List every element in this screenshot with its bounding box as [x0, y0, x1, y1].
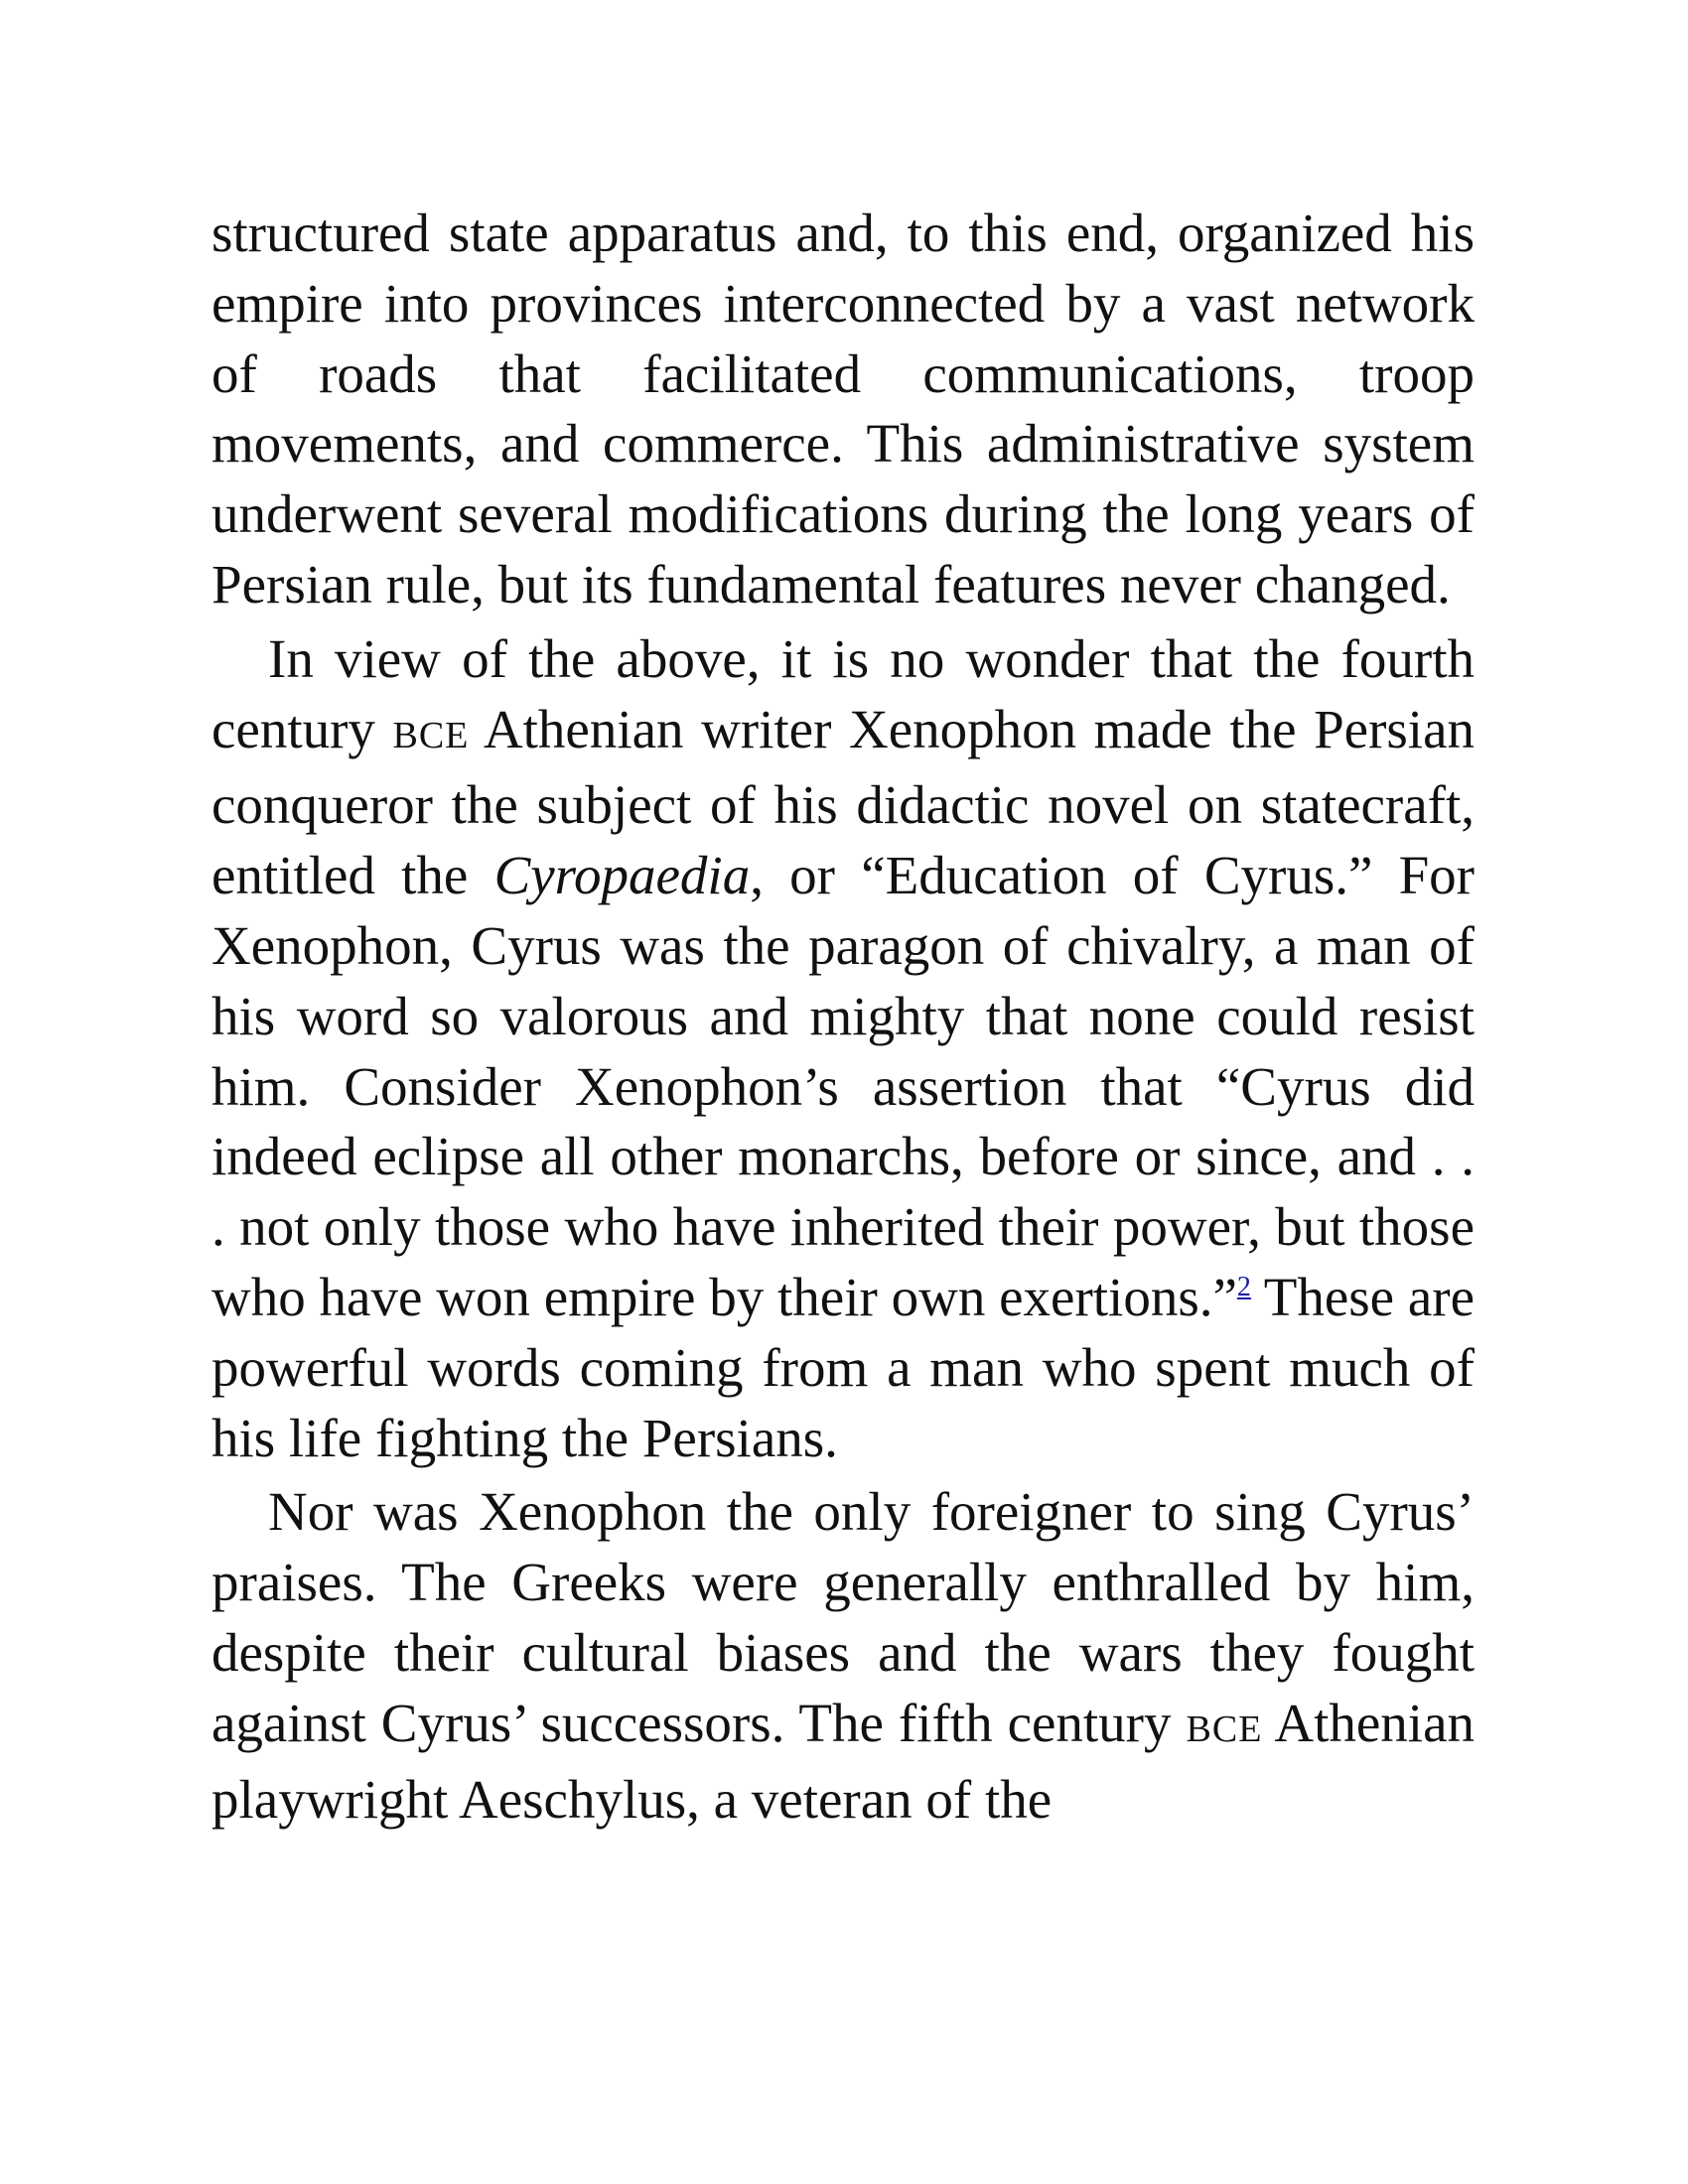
page-body	[211, 199, 1475, 1835]
book-title: Cyropaedia	[493, 845, 751, 906]
paragraph-continued	[211, 199, 1475, 620]
paragraph-xenophon	[211, 624, 1475, 1474]
paragraph-text: Athenian writer Xenophon made the Persian conqueror the subject of his didactic novel on statecraft, entitled the	[211, 698, 1475, 906]
paragraph-greeks	[211, 1477, 1475, 1835]
era-abbreviation: BCE	[392, 714, 470, 756]
paragraph-text: structured state apparatus and, to this end, organized his empire into provinces interconnected by a vast network of roads that facilitated communications, troop movements, and commerce. This administrative system underwent several modifications during the long years of Persian rule, but its fundamental features never changed.	[211, 203, 1475, 614]
paragraph-text: These are powerful words coming from a man who spent much of his life fighting the Persians.	[211, 1266, 1475, 1468]
footnote-link[interactable]: 2	[1236, 1271, 1251, 1302]
paragraph-text: In view of the above, it is no wonder that the fourth century	[211, 627, 1475, 759]
paragraph-text: , or “Education of Cyrus.” For Xenophon, Cyrus was the paragon of chivalry, a man of his word so valorous and mighty that none could resist him. Consider Xenophon’s assertion that “Cyrus did indeed eclipse all other monarchs, before or since, and . . . not only those who have inherited their power, but those who have won empire by their own exertions.”	[211, 845, 1475, 1327]
paragraph-text: Nor was Xenophon the only foreigner to sing Cyrus’ praises. The Greeks were generally enthralled by him, despite their cultural biases and the wars they fought against Cyrus’ successors. The fifth century	[211, 1481, 1475, 1753]
paragraph-text: Athenian playwright Aeschylus, a veteran of the	[211, 1692, 1475, 1830]
era-abbreviation: BCE	[1186, 1707, 1263, 1750]
